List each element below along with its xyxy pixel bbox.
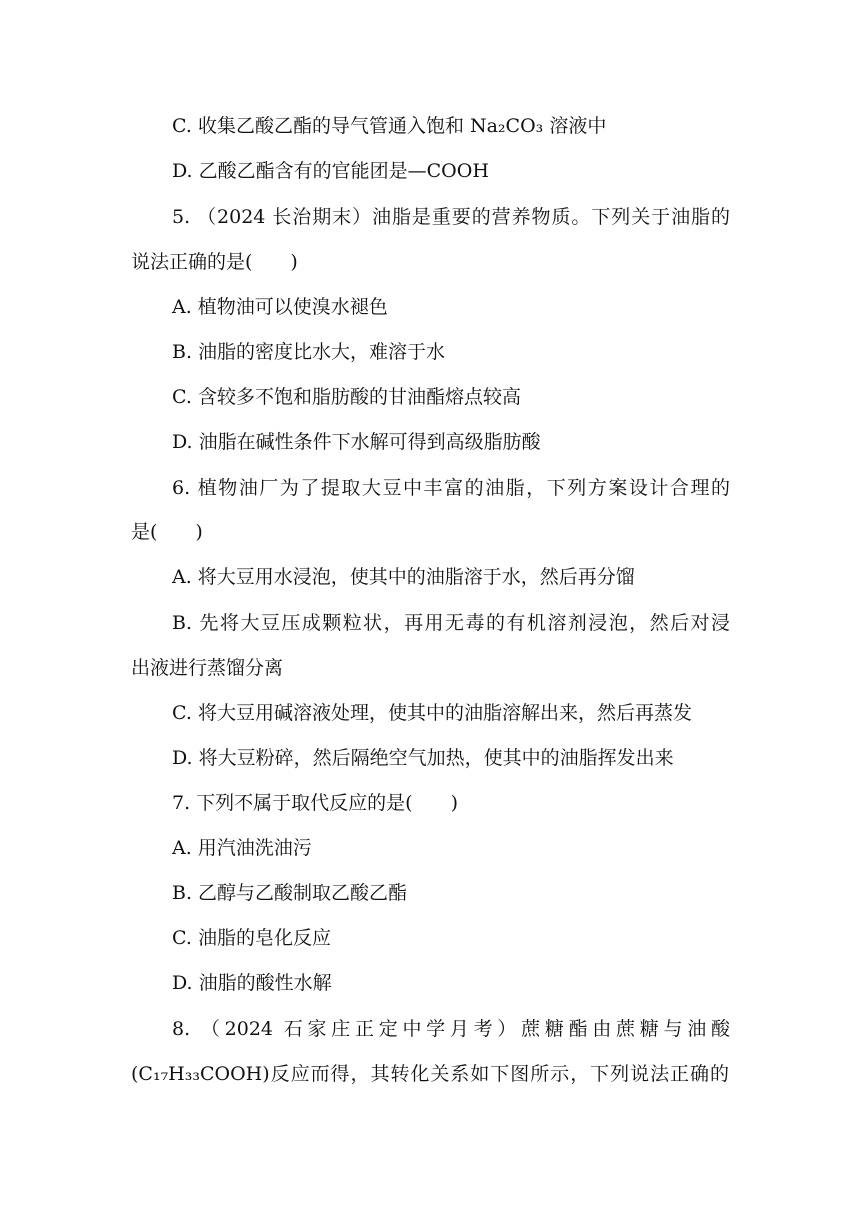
- option-a-q5: A. 植物油可以使溴水褪色: [172, 296, 388, 318]
- question-8-stem: 8. （2024 石家庄正定中学月考）蔗糖酯由蔗糖与油酸: [172, 1018, 730, 1040]
- question-6-stem-cont: 是( ): [131, 521, 203, 543]
- option-c-q7: C. 油脂的皂化反应: [172, 927, 331, 949]
- option-d-q4: D. 乙酸乙酯含有的官能团是—COOH: [172, 160, 489, 182]
- question-6-stem: 6. 植物油厂为了提取大豆中丰富的油脂，下列方案设计合理的: [172, 477, 730, 499]
- option-d-q7: D. 油脂的酸性水解: [172, 972, 332, 994]
- question-5-stem-cont: 说法正确的是( ): [131, 251, 298, 273]
- option-d-q6: D. 将大豆粉碎，然后隔绝空气加热，使其中的油脂挥发出来: [172, 747, 674, 769]
- option-b-q6-cont: 出液进行蒸馏分离: [131, 657, 284, 679]
- option-b-q5: B. 油脂的密度比水大，难溶于水: [172, 341, 446, 363]
- option-d-q5: D. 油脂在碱性条件下水解可得到高级脂肪酸: [172, 431, 541, 453]
- option-c-q4: C. 收集乙酸乙酯的导气管通入饱和 Na₂CO₃ 溶液中: [172, 115, 607, 137]
- option-c-q6: C. 将大豆用碱溶液处理，使其中的油脂溶解出来，然后再蒸发: [172, 702, 692, 724]
- option-a-q7: A. 用汽油洗油污: [172, 837, 312, 859]
- question-7-stem: 7. 下列不属于取代反应的是( ): [172, 792, 458, 814]
- question-5-stem: 5. （2024 长治期末）油脂是重要的营养物质。下列关于油脂的: [172, 206, 730, 228]
- option-a-q6: A. 将大豆用水浸泡，使其中的油脂溶于水，然后再分馏: [172, 566, 635, 588]
- question-8-stem-cont: (C₁₇H₃₃COOH)反应而得，其转化关系如下图所示，下列说法正确的: [131, 1063, 729, 1085]
- option-b-q6: B. 先将大豆压成颗粒状，再用无毒的有机溶剂浸泡，然后对浸: [172, 612, 730, 634]
- option-c-q5: C. 含较多不饱和脂肪酸的甘油酯熔点较高: [172, 386, 521, 408]
- option-b-q7: B. 乙醇与乙酸制取乙酸乙酯: [172, 882, 408, 904]
